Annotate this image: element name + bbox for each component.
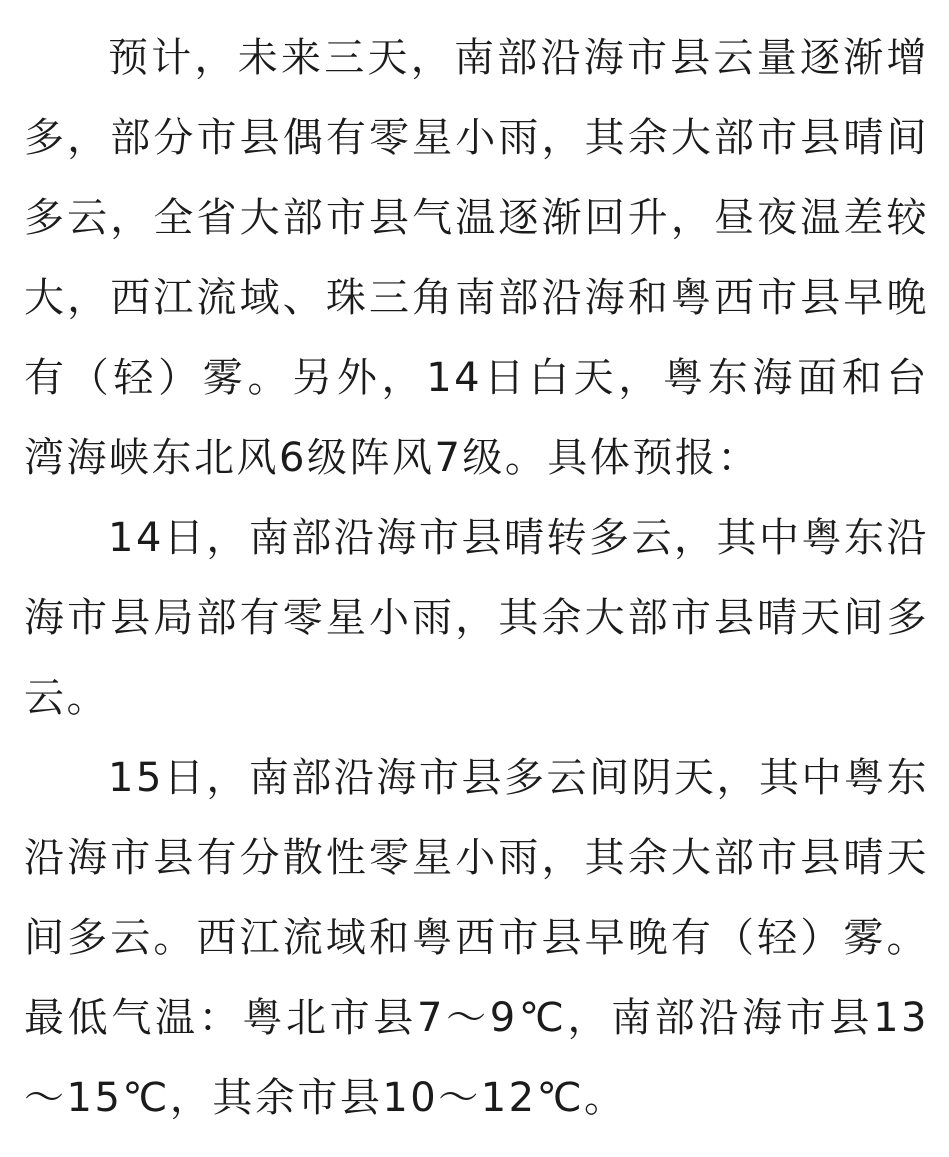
forecast-14-paragraph: 14日，南部沿海市县晴转多云，其中粤东沿海市县局部有零星小雨，其余大部市县晴天间多云。 — [24, 515, 929, 721]
forecast-summary-paragraph: 预计，未来三天，南部沿海市县云量逐渐增多，部分市县偶有零星小雨，其余大部市县晴间多云，全省大部市县气温逐渐回升，昼夜温差较大，西江流域、珠三角南部沿海和粤西市县早晚有（轻）雾。另外，14日白天，粤东海面和台湾海峡东北风6级阵风7级。具体预报： — [24, 35, 929, 481]
forecast-15-paragraph: 15日，南部沿海市县多云间阴天，其中粤东沿海市县有分散性零星小雨，其余大部市县晴天间多云。西江流域和粤西市县早晚有（轻）雾。最低气温：粤北市县7～9℃，南部沿海市县13～15℃，其余市县10～12℃。 — [24, 755, 929, 1121]
